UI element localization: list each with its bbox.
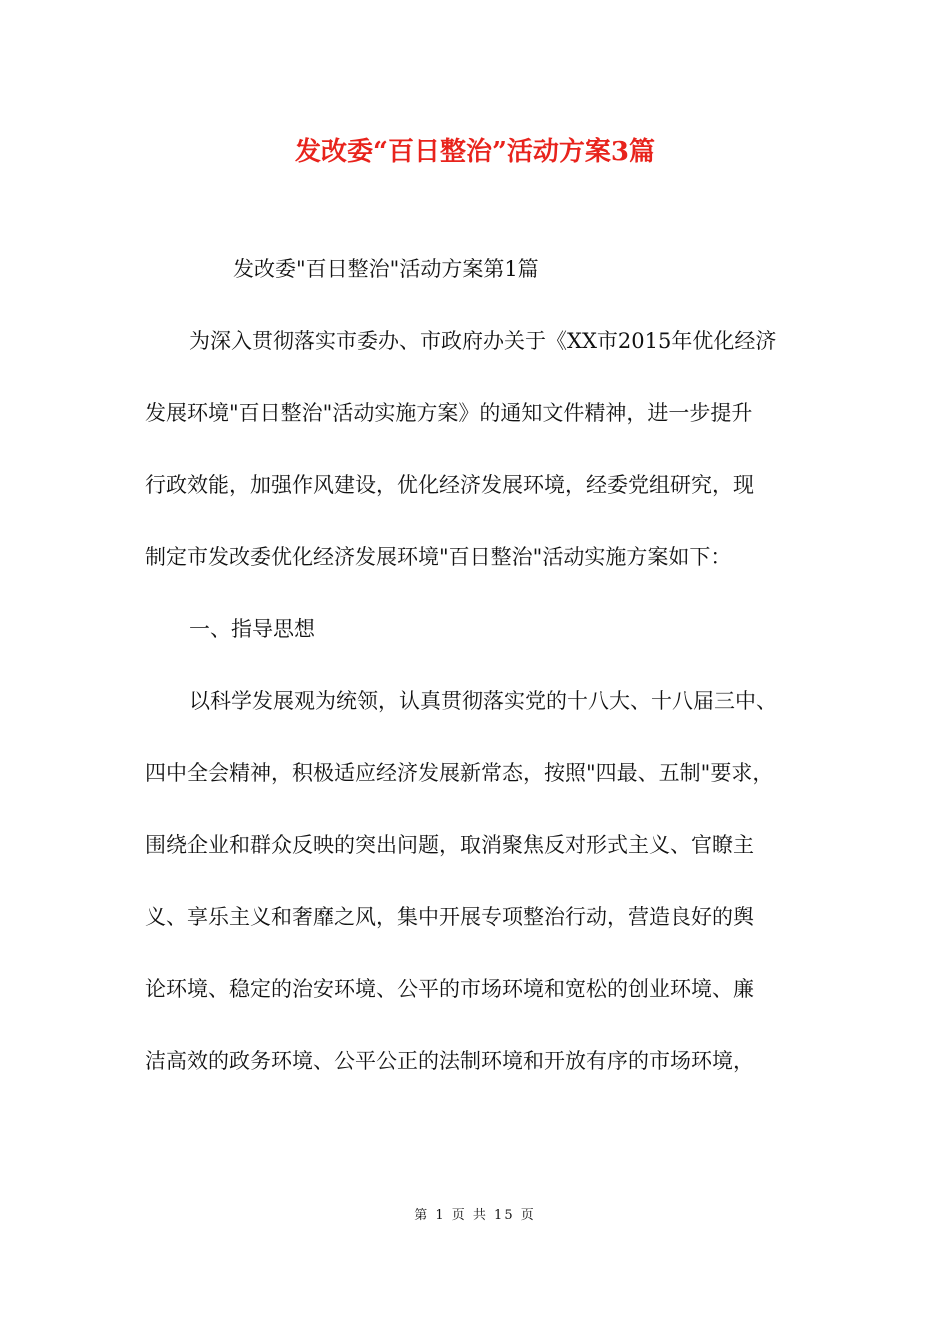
- paragraph-line-9: 论环境、稳定的治安环境、公平的市场环境和宽松的创业环境、廉: [145, 977, 754, 1001]
- paragraph-line-1: 为深入贯彻落实市委办、市政府办关于《XX市2015年优化经济: [189, 329, 777, 353]
- paragraph-line-3: 行政效能，加强作风建设，优化经济发展环境，经委党组研究，现: [145, 473, 754, 497]
- section-subtitle: 发改委"百日整治"活动方案第1篇: [233, 257, 539, 281]
- paragraph-line-7: 围绕企业和群众反映的突出问题，取消聚焦反对形式主义、官瞭主: [145, 833, 754, 857]
- paragraph-line-10: 洁高效的政务环境、公平公正的法制环境和开放有序的市场环境，: [145, 1049, 754, 1073]
- paragraph-line-6: 四中全会精神，积极适应经济发展新常态，按照"四最、五制"要求，: [145, 761, 774, 785]
- document-body: [145, 242, 810, 1106]
- paragraph-line-5: 以科学发展观为统领，认真贯彻落实党的十八大、十八届三中、: [189, 689, 777, 713]
- document-title: 发改委“百日整治”活动方案3篇: [294, 137, 655, 167]
- paragraph-line-2: 发展环境"百日整治"活动实施方案》的通知文件精神，进一步提升: [145, 401, 753, 425]
- heading-guiding-thought: 一、指导思想: [189, 617, 315, 641]
- paragraph-line-8: 义、享乐主义和奢靡之风，集中开展专项整治行动，营造良好的舆: [145, 905, 754, 929]
- page-number-footer: 第 1 页 共 15 页: [414, 1208, 536, 1223]
- paragraph-line-4: 制定市发改委优化经济发展环境"百日整治"活动实施方案如下：: [145, 545, 732, 569]
